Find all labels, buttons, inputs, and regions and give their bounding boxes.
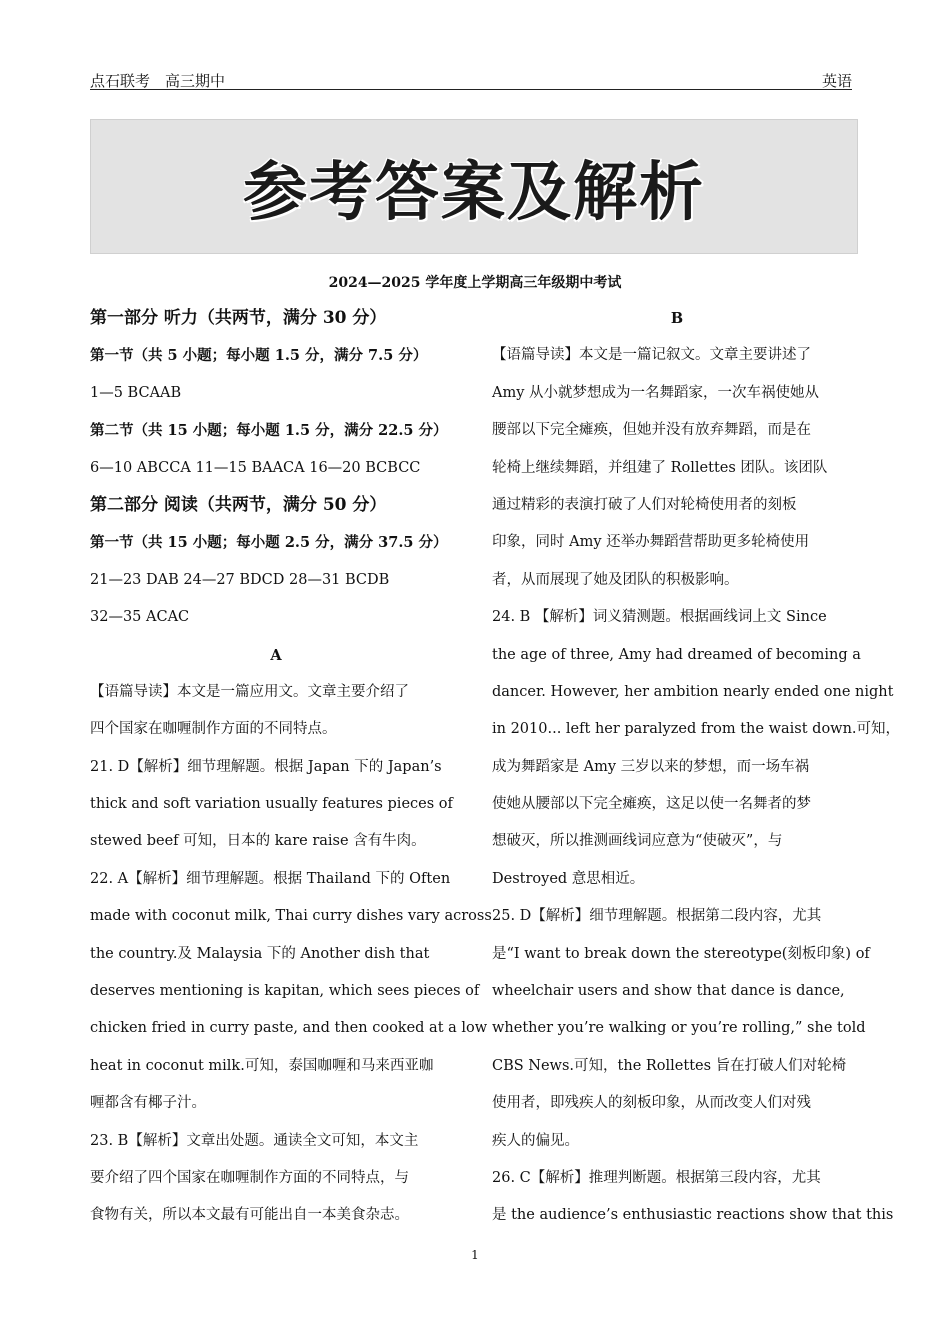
text-line: whether you’re walking or you’re rolling,” she told — [492, 1020, 866, 1037]
text-line: heat in coconut milk.可知，泰国咖喱和马来西亚咖 — [90, 1057, 434, 1074]
section-heading: 第一节（共 15 小题；每小题 2.5 分，满分 37.5 分） — [90, 534, 448, 552]
text-line: 【语篇导读】本文是一篇应用文。文章主要介绍了 — [90, 683, 409, 700]
text-line: 1—5 BCAAB — [90, 384, 182, 401]
text-line: 21—23 DAB 24—27 BDCD 28—31 BCDB — [90, 571, 390, 588]
text-line: 想破灭，所以推测画线词应意为“使破灭”，与 — [492, 833, 783, 850]
text-line: 印象，同时 Amy 还举办舞蹈营帮助更多轮椅使用 — [492, 534, 810, 551]
section-heading: 第二节（共 15 小题；每小题 1.5 分，满分 22.5 分） — [90, 422, 448, 440]
text-line: 24. B 【解析】词义猜测题。根据画线词上文 Since — [492, 609, 827, 626]
text-line: 轮椅上继续舞蹈，并组建了 Rollettes 团队。该团队 — [492, 459, 828, 476]
exam-title: 2024—2025 学年度上学期高三年级期中考试 — [328, 275, 622, 291]
text-line: 疾人的偏见。 — [492, 1132, 579, 1149]
text-line: 腰部以下完全瘫痪，但她并没有放弃舞蹈，而是在 — [492, 422, 811, 439]
page-header — [90, 68, 852, 90]
text-line: made with coconut milk, Thai curry dishes vary across — [90, 908, 492, 925]
section-letter: A — [270, 646, 282, 664]
left-column — [90, 300, 492, 1235]
text-line: wheelchair users and show that dance is dance, — [492, 983, 845, 1000]
text-line: 者，从而展现了她及团队的积极影响。 — [492, 571, 739, 588]
text-line: 要介绍了四个国家在咖喱制作方面的不同特点，与 — [90, 1169, 409, 1186]
header-left: 点石联考 高三期中 — [90, 72, 226, 90]
text-line: 21. D【解析】细节理解题。根据 Japan 下的 Japan’s — [90, 758, 442, 775]
text-line: 22. A【解析】细节理解题。根据 Thailand 下的 Often — [90, 870, 451, 887]
text-line: 23. B【解析】文章出处题。通读全文可知，本文主 — [90, 1132, 419, 1149]
page-number: 1 — [471, 1248, 479, 1262]
text-line: 使用者，即残疾人的刻板印象，从而改变人们对残 — [492, 1095, 811, 1112]
text-line: 25. D【解析】细节理解题。根据第二段内容，尤其 — [492, 908, 822, 925]
text-line: CBS News.可知，the Rollettes 旨在打破人们对轮椅 — [492, 1057, 847, 1074]
text-line: 通过精彩的表演打破了人们对轮椅使用者的刻板 — [492, 496, 797, 513]
text-line: thick and soft variation usually features pieces of — [90, 796, 453, 813]
text-line: 喱都含有椰子汁。 — [90, 1095, 206, 1112]
text-line: 是 the audience’s enthusiastic reactions show that this — [492, 1207, 894, 1224]
text-line: the age of three, Amy had dreamed of becoming a — [492, 646, 861, 663]
banner-title: 参考答案及解析 — [243, 155, 705, 230]
text-line: deserves mentioning is kapitan, which sees pieces of — [90, 983, 480, 1000]
text-line: 6—10 ABCCA 11—15 BAACA 16—20 BCBCC — [90, 459, 421, 476]
right-column — [492, 300, 901, 1235]
section-letter: B — [670, 310, 684, 327]
text-line: 26. C【解析】推理判断题。根据第三段内容，尤其 — [492, 1169, 821, 1186]
text-line: 是“I want to break down the stereotype(刻板印象) of — [492, 945, 870, 962]
section-heading: 第一部分 听力（共两节，满分 30 分） — [90, 308, 387, 328]
section-heading: 第二部分 阅读（共两节，满分 50 分） — [90, 494, 387, 515]
text-line: 四个国家在咖喱制作方面的不同特点。 — [90, 721, 337, 738]
text-line: chicken fried in curry paste, and then cooked at a low — [90, 1020, 488, 1037]
text-line: the country.及 Malaysia 下的 Another dish that — [90, 945, 430, 962]
text-line: in 2010... left her paralyzed from the waist down.可知， — [492, 721, 901, 738]
text-line: dancer. However, her ambition nearly ended one night — [492, 683, 894, 700]
text-line: 使她从腰部以下完全瘫痪，这足以使一名舞者的梦 — [492, 796, 811, 813]
text-line: 32—35 ACAC — [90, 609, 190, 626]
text-line: 成为舞蹈家是 Amy 三岁以来的梦想，而一场车祸 — [492, 758, 810, 775]
text-line: Amy 从小就梦想成为一名舞蹈家，一次车祸使她从 — [492, 384, 820, 401]
text-line: Destroyed 意思相近。 — [492, 870, 645, 887]
text-line: 食物有关，所以本文最有可能出自一本美食杂志。 — [90, 1207, 409, 1224]
text-line: 【语篇导读】本文是一篇记叙文。文章主要讲述了 — [492, 347, 811, 364]
text-line: stewed beef 可知，日本的 kare raise 含有牛肉。 — [90, 833, 426, 850]
section-heading: 第一节（共 5 小题；每小题 1.5 分，满分 7.5 分） — [90, 347, 428, 365]
header-subject: 英语 — [821, 72, 852, 90]
title-banner — [90, 119, 858, 254]
